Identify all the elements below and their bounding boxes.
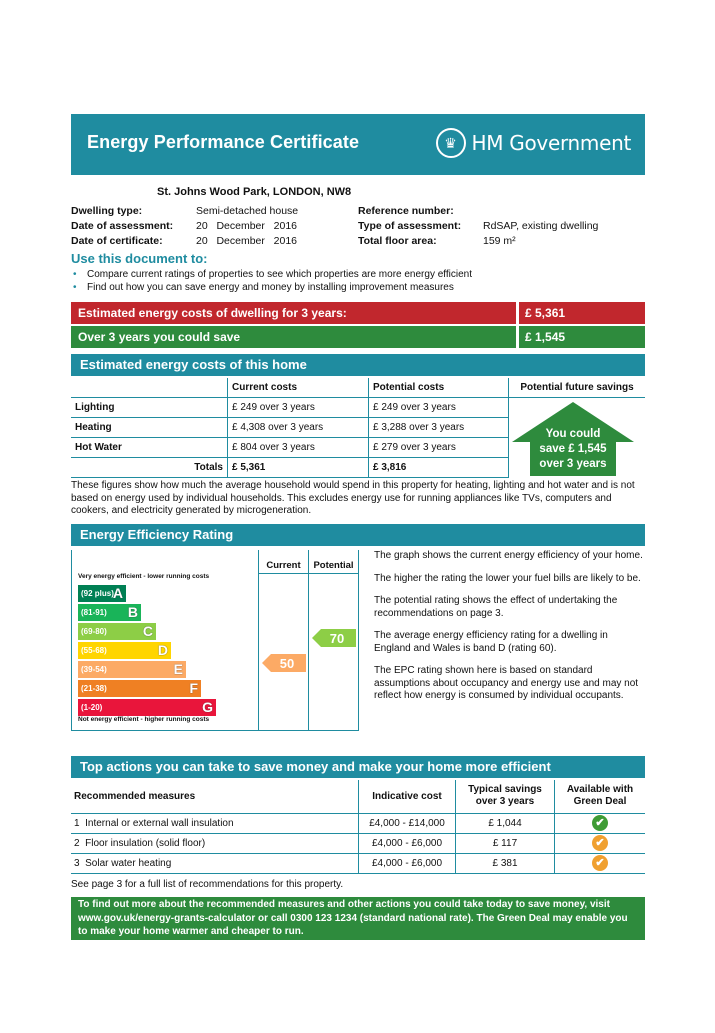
- header-banner: [71, 114, 645, 175]
- rating-graph: [71, 550, 359, 731]
- measure-saving: £ 381: [456, 853, 555, 873]
- very-efficient-note: Very energy efficient - lower running costs: [78, 573, 210, 580]
- brand-name: HM Government: [471, 131, 631, 155]
- floor-area-value: 159 m²: [483, 235, 516, 247]
- total-current: £ 5,361: [228, 458, 369, 478]
- use-bullet: • Find out how you can save energy and money by installing improvement measures: [71, 281, 472, 294]
- row-name: Lighting: [71, 398, 228, 418]
- measure-name: Internal or external wall insulation: [85, 817, 234, 829]
- potential-rating-value: 70: [329, 631, 345, 646]
- col-measures: Recommended measures: [71, 780, 359, 813]
- property-address: St. Johns Wood Park, LONDON, NW8: [157, 186, 352, 198]
- details-right-values: [483, 205, 598, 250]
- rating-explanation: [374, 550, 644, 703]
- band-letter: A: [112, 585, 123, 601]
- row-potential: £ 249 over 3 years: [369, 398, 509, 418]
- certificate-day: 20: [196, 235, 208, 247]
- measure-name: Floor insulation (solid floor): [85, 837, 206, 849]
- reference-value: [483, 205, 598, 220]
- measure-number: 1: [74, 817, 80, 829]
- band-range: (21-38): [81, 684, 107, 693]
- rating-band-g: [78, 699, 216, 716]
- dwelling-type-value: Semi-detached house: [196, 205, 299, 217]
- col-current-costs: Current costs: [228, 378, 369, 398]
- rating-band-a: [78, 585, 126, 602]
- rating-band-c: [78, 623, 156, 640]
- col-green-deal: [555, 780, 646, 813]
- measure-saving: £ 1,044: [456, 813, 555, 833]
- measure-cost: £4,000 - £14,000: [359, 813, 456, 833]
- totals-label: Totals: [71, 458, 228, 478]
- band-range: (39-54): [81, 665, 107, 674]
- rating-text: The potential rating shows the effect of undertaking the recommendations on page 3.: [374, 595, 618, 619]
- use-bullets: [71, 268, 472, 294]
- actions-table: [71, 780, 645, 874]
- assessment-date-label: Date of assessment:: [71, 220, 174, 232]
- col-current: Current: [266, 560, 301, 571]
- band-range: (55-68): [81, 646, 107, 655]
- details-left-values: [196, 205, 298, 250]
- dwelling-type-label: Dwelling type:: [71, 205, 143, 217]
- band-letter: G: [202, 699, 213, 715]
- measure-saving: £ 117: [456, 833, 555, 853]
- row-name: Heating: [71, 418, 228, 438]
- band-letter: F: [189, 680, 198, 696]
- table-row: [71, 833, 645, 853]
- col-savings-line-2: over 3 years: [475, 796, 535, 808]
- use-heading: Use this document to:: [71, 251, 208, 266]
- floor-area-label: Total floor area:: [358, 235, 437, 247]
- row-name: Hot Water: [71, 438, 228, 458]
- table-row: [71, 853, 645, 873]
- potential-rating-marker: [312, 629, 356, 647]
- measure-cost: £4,000 - £6,000: [359, 833, 456, 853]
- check-icon: ✔: [592, 835, 608, 851]
- assessment-year: 2016: [273, 220, 298, 232]
- costs-note: These figures show how much the average household would spend in this property for heating, lighting and hot water and is not based on energy used by individual households. This excludes energy use for running appliances like TVs, computers and cookers, and electricity generated by microgeneration.: [71, 480, 635, 516]
- row-potential: £ 3,288 over 3 years: [369, 418, 509, 438]
- assessment-date-value: [196, 220, 298, 235]
- row-potential: £ 279 over 3 years: [369, 438, 509, 458]
- check-icon: ✔: [592, 855, 608, 871]
- row-current: £ 804 over 3 years: [228, 438, 369, 458]
- current-rating-value: 50: [279, 656, 295, 671]
- check-icon: ✔: [592, 815, 608, 831]
- assessment-day: 20: [196, 220, 208, 232]
- col-green-line-1: Available with: [566, 784, 634, 796]
- band-range: (81-91): [81, 608, 107, 617]
- band-letter: E: [173, 661, 183, 677]
- rating-text: The average energy efficiency rating for a dwelling in England and Wales is band D (rating 60).: [374, 630, 608, 654]
- details-left: [71, 205, 173, 250]
- band-letter: B: [127, 604, 138, 620]
- band-range: (92 plus): [81, 589, 114, 598]
- see-page-note: See page 3 for a full list of recommendations for this property.: [71, 879, 344, 890]
- measure: [71, 833, 359, 853]
- certificate-month: December: [216, 235, 265, 247]
- reference-label: Reference number:: [358, 205, 454, 217]
- actions-section-heading: Top actions you can take to save money and make your home more efficient: [71, 756, 645, 778]
- use-bullet: • Compare current ratings of properties to see which properties are more energy efficient: [71, 268, 472, 281]
- measure: [71, 853, 359, 873]
- col-future-savings: Potential future savings: [509, 378, 646, 398]
- rating-section-heading: Energy Efficiency Rating: [71, 524, 645, 546]
- certificate-date-label: Date of certificate:: [71, 235, 163, 247]
- rating-text: The EPC rating shown here is based on standard assumptions about occupancy and energy use and may not reflect how energy is consumed by individual occupants.: [374, 665, 639, 701]
- col-potential: Potential: [313, 560, 354, 571]
- royal-crest-icon: ♛: [436, 128, 466, 158]
- rating-band-b: [78, 604, 141, 621]
- estimated-costs-label: Estimated energy costs of dwelling for 3 years:: [71, 302, 516, 324]
- rating-band-d: [78, 642, 171, 659]
- rating-text: The higher the rating the lower your fuel bills are likely to be.: [374, 572, 641, 584]
- measure: [71, 813, 359, 833]
- measure-number: 3: [74, 857, 80, 869]
- page-title: Energy Performance Certificate: [87, 132, 360, 152]
- could-save-value: £ 1,545: [519, 326, 645, 348]
- estimated-costs-value: £ 5,361: [519, 302, 645, 324]
- certificate-date-value: [196, 235, 298, 250]
- rating-band-e: [78, 661, 186, 678]
- row-current: £ 249 over 3 years: [228, 398, 369, 418]
- measure-cost: £4,000 - £6,000: [359, 853, 456, 873]
- col-savings-line-1: Typical savings: [468, 784, 542, 796]
- band-letter: D: [157, 642, 168, 658]
- col-indicative-cost: Indicative cost: [359, 780, 456, 813]
- measure-number: 2: [74, 837, 80, 849]
- assessment-month: December: [216, 220, 265, 232]
- hm-government-logo: [436, 128, 631, 158]
- could-save-label: Over 3 years you could save: [71, 326, 516, 348]
- rating-band-f: [78, 680, 201, 697]
- measure-name: Solar water heating: [85, 857, 172, 869]
- col-typical-savings: [456, 780, 555, 813]
- rating-text: The graph shows the current energy efficiency of your home.: [374, 550, 643, 561]
- arrow-line-1: You could: [545, 428, 601, 440]
- band-letter: C: [142, 623, 153, 639]
- could-save-bar: [71, 326, 645, 348]
- details-right: [358, 205, 461, 250]
- col-potential-costs: Potential costs: [369, 378, 509, 398]
- assessment-type-value: RdSAP, existing dwelling: [483, 220, 599, 232]
- estimated-costs-bar: [71, 302, 645, 324]
- current-rating-marker: [262, 654, 306, 672]
- costs-section-heading: Estimated energy costs of this home: [71, 354, 645, 376]
- arrow-line-3: over 3 years: [539, 458, 607, 470]
- savings-arrow: [512, 402, 634, 476]
- table-row: [71, 813, 645, 833]
- assessment-type-label: Type of assessment:: [358, 220, 462, 232]
- footer-note: To find out more about the recommended measures and other actions you could take today to save money, visit www.gov.uk/energy-grants-calculator or call 0300 123 1234 (standard national rate). The Green Deal may enable you to make your home warmer and cheaper to run.: [71, 897, 645, 940]
- total-potential: £ 3,816: [369, 458, 509, 478]
- col-green-line-2: Green Deal: [573, 796, 627, 808]
- certificate-year: 2016: [273, 235, 298, 247]
- band-range: (1-20): [81, 703, 103, 712]
- arrow-line-2: save £ 1,545: [539, 443, 607, 455]
- not-efficient-note: Not energy efficient - higher running costs: [78, 716, 210, 723]
- row-current: £ 4,308 over 3 years: [228, 418, 369, 438]
- band-range: (69-80): [81, 627, 107, 636]
